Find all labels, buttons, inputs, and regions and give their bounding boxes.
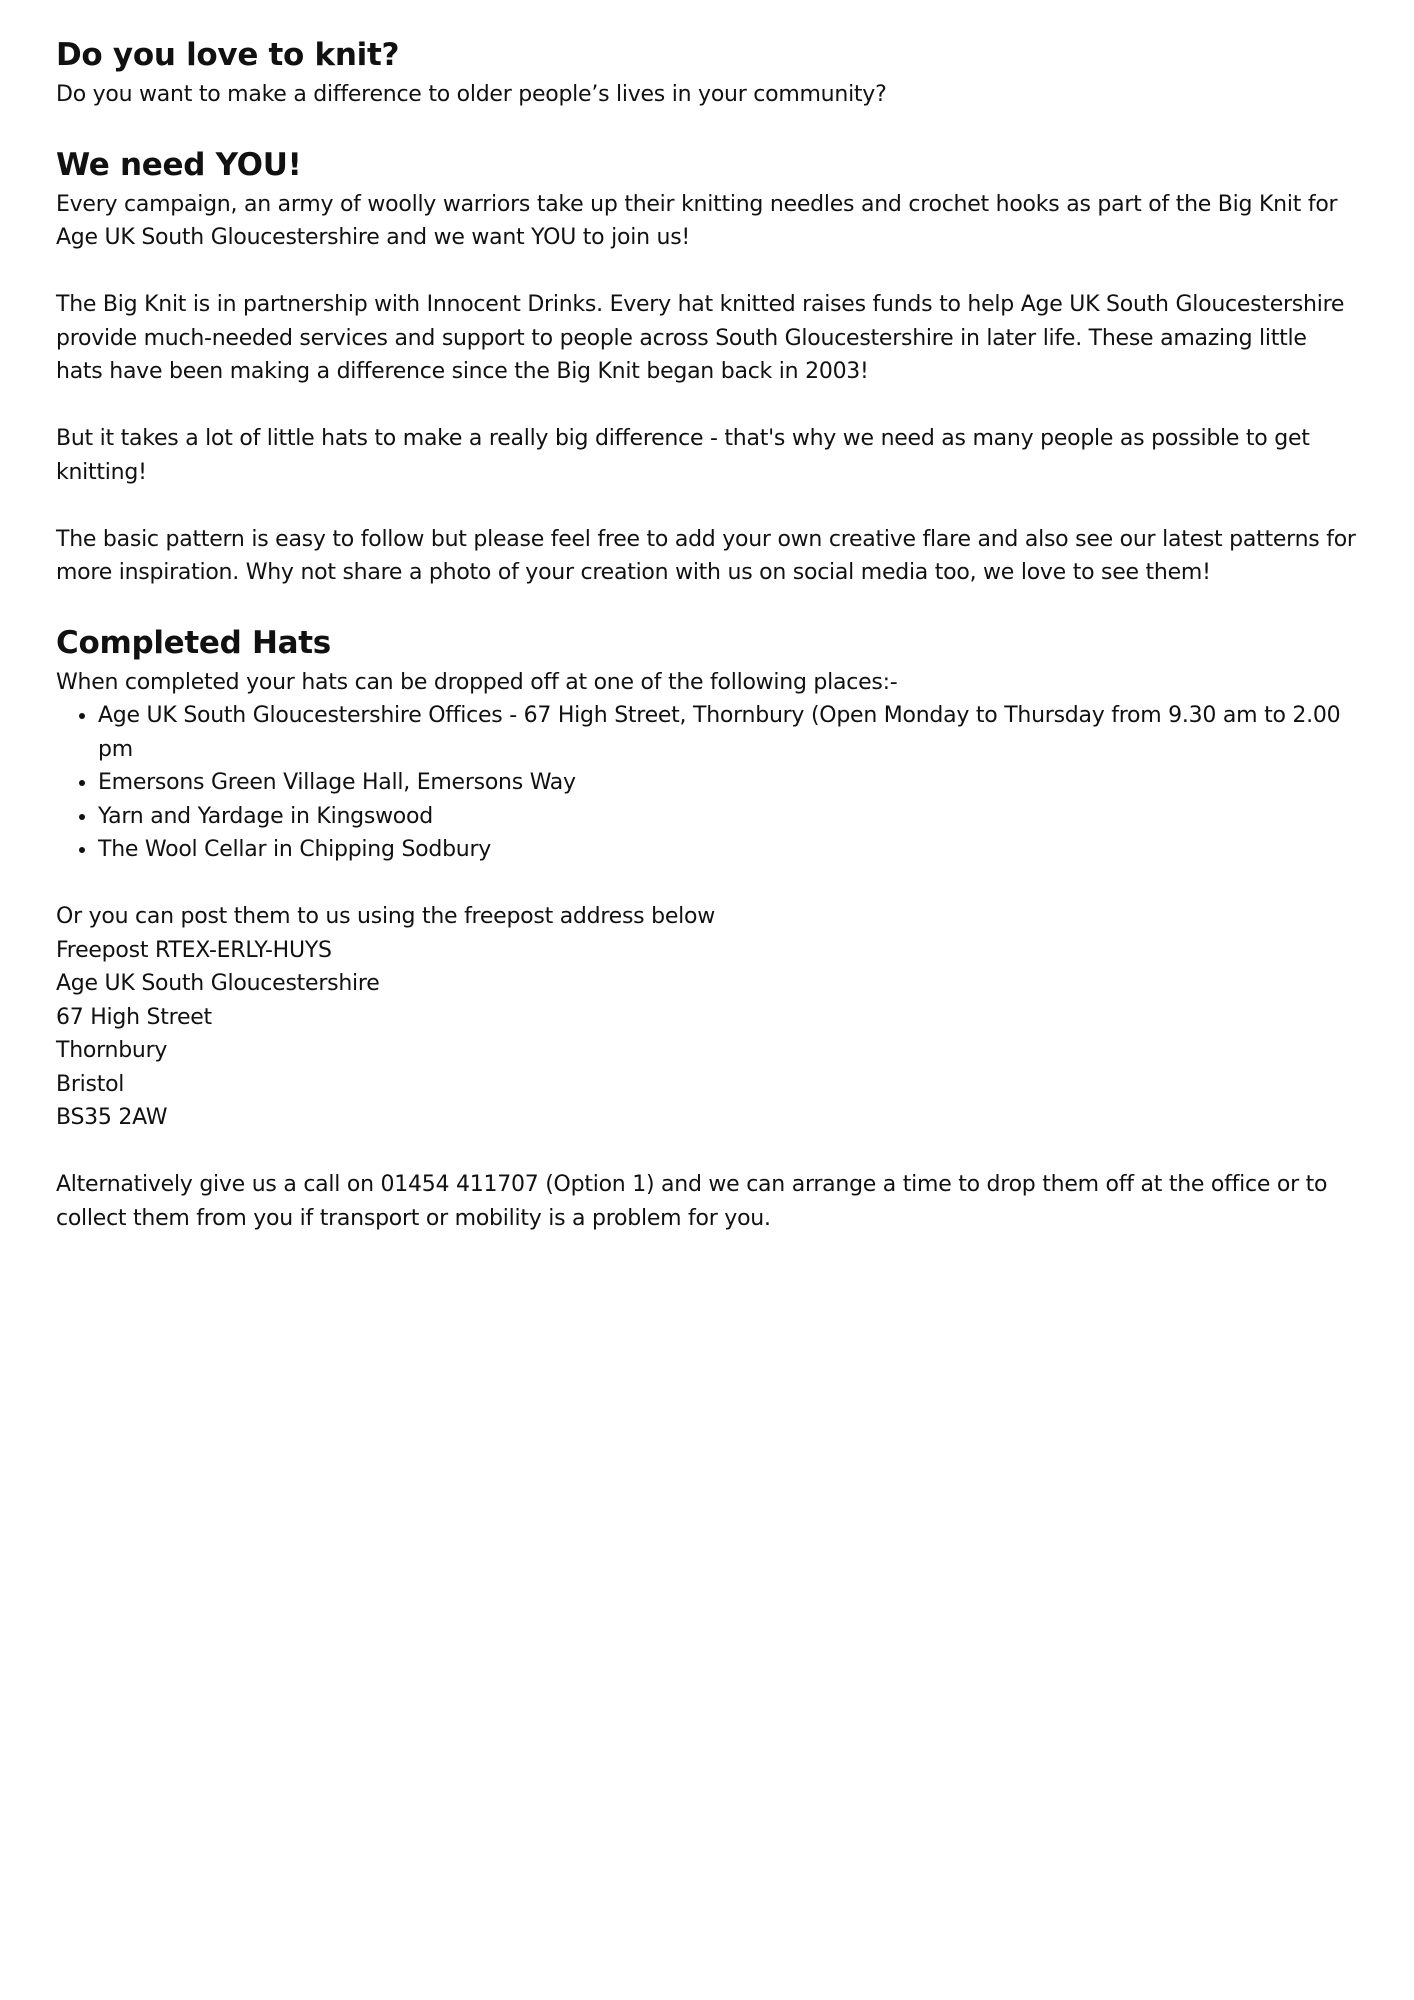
dropoff-intro: When completed your hats can be dropped off at one of the following places:- [56,669,898,695]
address-line: Bristol [56,1071,125,1097]
post-intro: Or you can post them to us using the freepost address below [56,904,715,929]
freepost-address [56,934,1358,1135]
paragraph-call-us: Alternatively give us a call on 01454 411707 (Option 1) and we can arrange a time to drop them off at the office or to collect them from you if transport or mobility is a problem for you. [56,1172,1328,1231]
list-item: • Age UK South Gloucestershire Offices - 67 High Street, Thornbury (Open Monday to Thursday from 9.30 am to 2.00 pm [98,699,1358,766]
list-item: • The Wool Cellar in Chipping Sodbury [98,833,1358,867]
dropoff-places-list [56,699,1358,867]
paragraph-big-difference: But it takes a lot of little hats to make a really big difference - that's why we need as many people as possible to get knitting! [56,426,1310,485]
intro-question: Do you want to make a difference to older people’s lives in your community? [56,82,887,107]
spacer [56,112,1358,142]
address-line: Freepost RTEX-ERLY-HUYS [56,937,332,963]
spacer [56,1135,1358,1169]
spacer [56,867,1358,901]
spacer [56,489,1358,523]
paragraph-partnership: The Big Knit is in partnership with Innocent Drinks. Every hat knitted raises funds to help Age UK South Gloucestershire provide much-needed services and support to people across South Gloucestershire in later life. These amazing little hats have been making a difference since the Big Knit began back in 2003! [56,292,1345,384]
paragraph-pattern: The basic pattern is easy to follow but please feel free to add your own creative flare and also see our latest patterns for more inspiration. Why not share a photo of your creation with us on social media too, we love to see them! [56,526,1356,585]
heading-completed-hats: Completed Hats [56,624,331,661]
list-item: • Yarn and Yardage in Kingswood [98,800,1358,834]
address-line: BS35 2AW [56,1105,168,1130]
address-line: Age UK South Gloucestershire [56,971,380,996]
spacer [56,389,1358,423]
paragraph-campaign: Every campaign, an army of woolly warriors take up their knitting needles and crochet hooks as part of the Big Knit for Age UK South Gloucestershire and we want YOU to join us! [56,191,1338,250]
heading-love-to-knit: Do you love to knit? [56,37,400,73]
heading-we-need-you: We need YOU! [56,146,302,183]
address-line: 67 High Street [56,1004,212,1030]
spacer [56,255,1358,289]
spacer [56,590,1358,620]
list-item: • Emersons Green Village Hall, Emersons Way [98,766,1358,800]
address-line: Thornbury [56,1038,168,1063]
